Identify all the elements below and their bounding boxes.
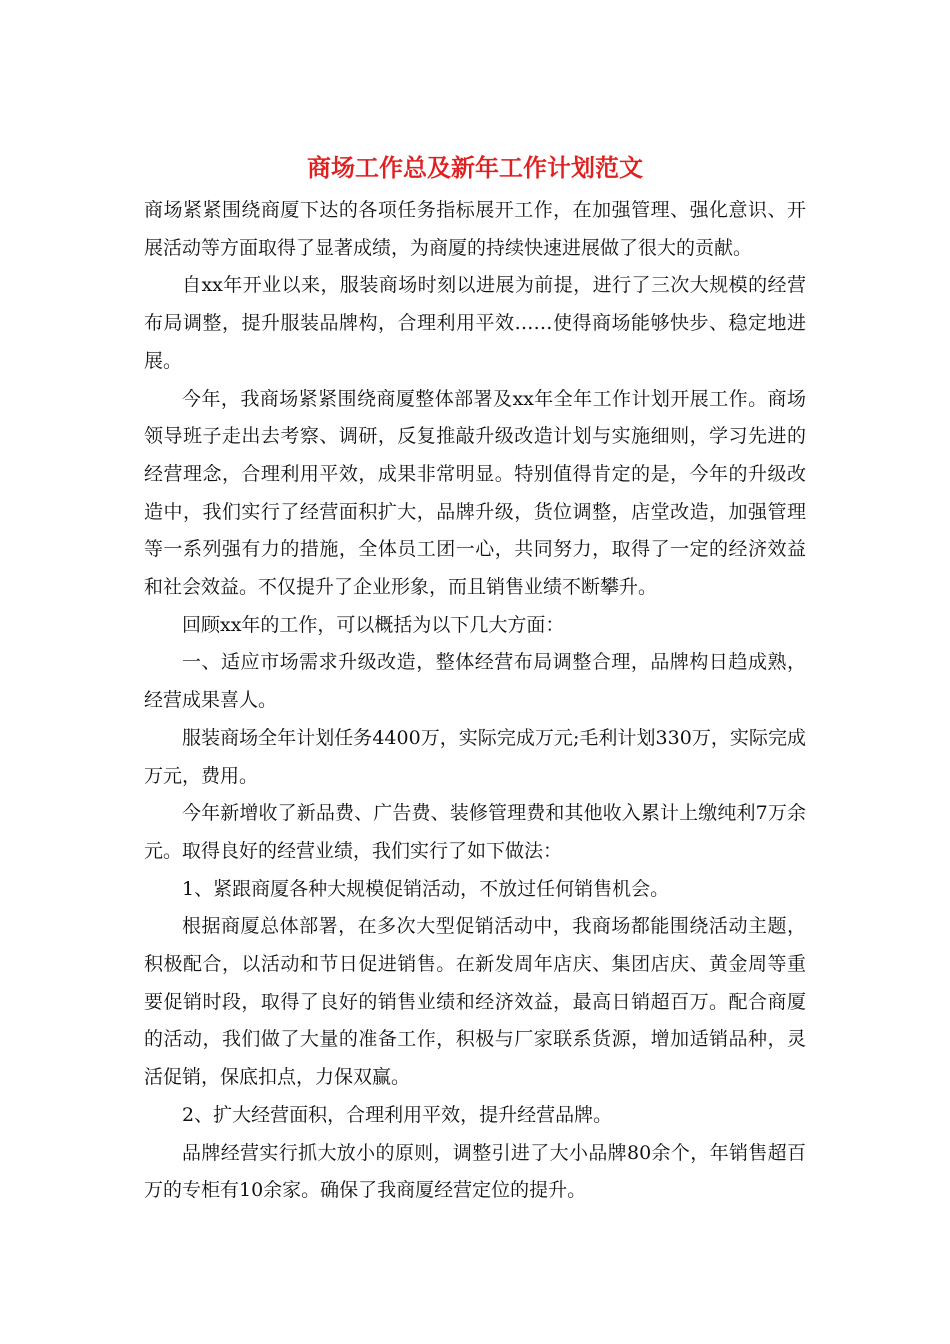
paragraph: 服装商场全年计划任务4400万，实际完成万元;毛利计划330万，实际完成万元，费用。	[144, 726, 806, 787]
paragraph: 今年，我商场紧紧围绕商厦整体部署及xx年全年工作计划开展工作。商场领导班子走出去考察、调研，反复推敲升级改造计划与实施细则，学习先进的经营理念，合理利用平效，成果非常明显。特别值得肯定的是，今年的升级改造中，我们实行了经营面积扩大，品牌升级，货位调整，店堂改造，加强管理等一系列强有力的措施，全体员工团一心，共同努力，取得了一定的经济效益和社会效益。不仅提升了企业形象，而且销售业绩不断攀升。	[144, 387, 806, 599]
section-heading: 一、适应市场需求升级改造，整体经营布局调整合理，品牌构日趋成熟，经营成果喜人。	[144, 651, 806, 712]
paragraph: 根据商厦总体部署，在多次大型促销活动中，我商场都能围绕活动主题，积极配合，以活动和节日促进销售。在新发周年店庆、集团店庆、黄金周等重要促销时段，取得了良好的销售业绩和经济效益，最高日销超百万。配合商厦的活动，我们做了大量的准备工作，积极与厂家联系货源，增加适销品种，灵活促销，保底扣点，力保双赢。	[144, 915, 806, 1089]
document-title: 商场工作总及新年工作计划范文	[307, 153, 643, 182]
paragraph: 自xx年开业以来，服装商场时刻以进展为前提，进行了三次大规模的经营布局调整，提升服装品牌构，合理利用平效……使得商场能够快步、稳定地进展。	[144, 274, 806, 372]
paragraph: 品牌经营实行抓大放小的原则，调整引进了大小品牌80余个，年销售超百万的专柜有10余家。确保了我商厦经营定位的提升。	[144, 1141, 806, 1202]
list-item-heading: 1、紧跟商厦各种大规模促销活动，不放过任何销售机会。	[182, 877, 670, 900]
paragraph: 商场紧紧围绕商厦下达的各项任务指标展开工作，在加强管理、强化意识、开展活动等方面取得了显著成绩，为商厦的持续快速进展做了很大的贡献。	[144, 199, 806, 259]
paragraph: 今年新增收了新品费、广告费、装修管理费和其他收入累计上缴纯利7万余元。取得良好的经营业绩，我们实行了如下做法：	[144, 802, 806, 862]
document-body	[144, 192, 806, 1210]
paragraph: 回顾xx年的工作，可以概括为以下几大方面：	[182, 613, 565, 636]
list-item-heading: 2、扩大经营面积，合理利用平效，提升经营品牌。	[182, 1103, 613, 1126]
